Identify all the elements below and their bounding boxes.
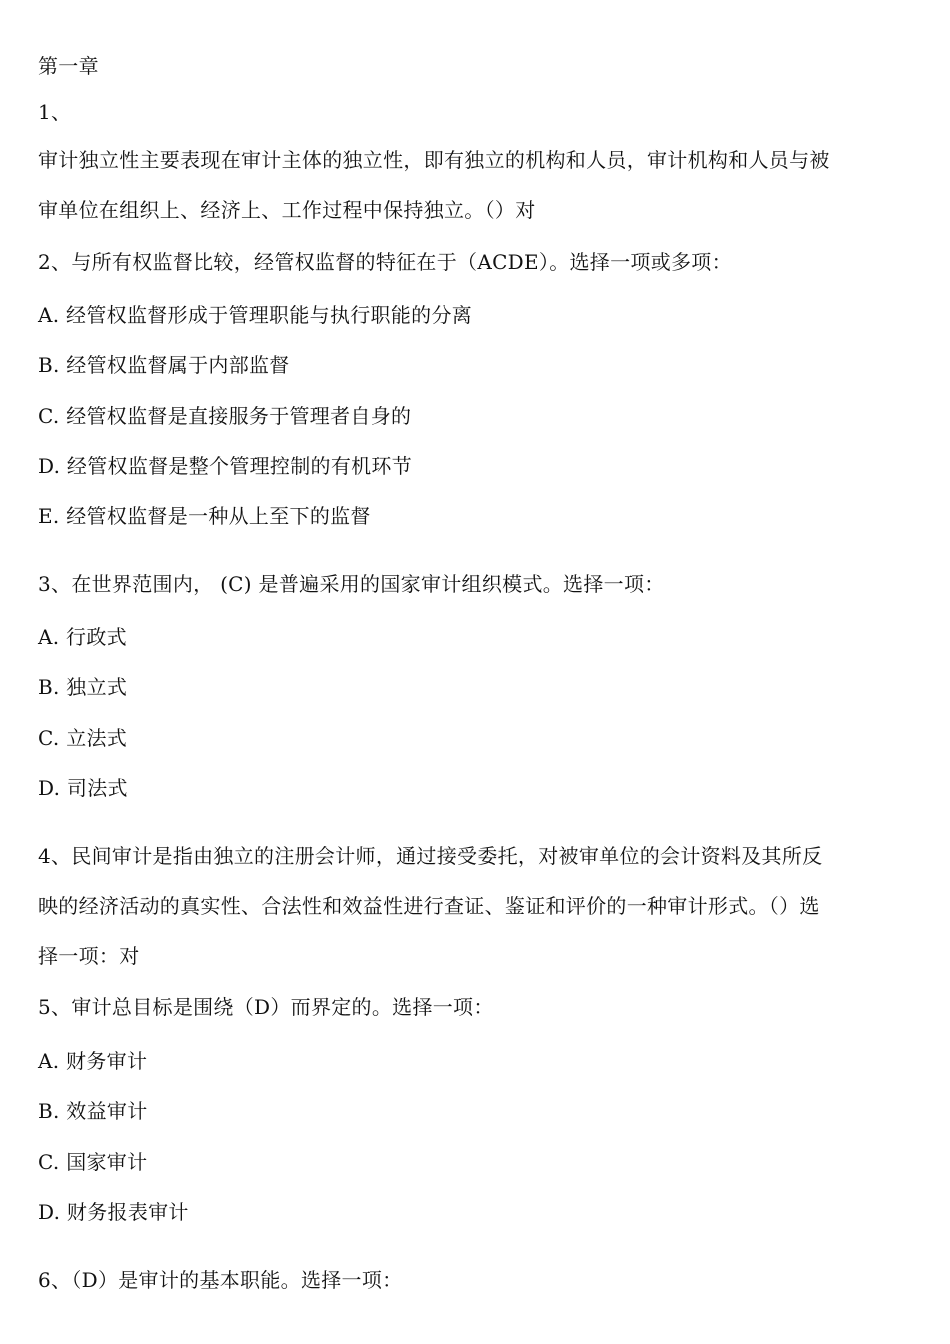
question-2-option-b: B. 经管权监督属于内部监督 <box>38 353 290 377</box>
question-5-option-d: D. 财务报表审计 <box>38 1200 189 1224</box>
question-5-option-a: A. 财务审计 <box>38 1049 148 1073</box>
question-4-text-line-1: 4、民间审计是指由独立的注册会计师，通过接受委托，对被审单位的会计资料及其所反 <box>38 844 823 868</box>
question-2-option-d: D. 经管权监督是整个管理控制的有机环节 <box>38 454 413 478</box>
question-3-option-d: D. 司法式 <box>38 776 128 800</box>
question-2-option-e: E. 经管权监督是一种从上至下的监督 <box>38 504 371 528</box>
question-4-text-line-3: 择一项：对 <box>38 944 140 968</box>
question-3-option-c: C. 立法式 <box>38 726 128 750</box>
question-2-stem: 2、与所有权监督比较，经管权监督的特征在于（ACDE）。选择一项或多项： <box>38 250 732 274</box>
question-3-option-b: B. 独立式 <box>38 675 128 699</box>
question-2-option-a: A. 经管权监督形成于管理职能与执行职能的分离 <box>38 303 473 327</box>
question-6-stem: 6、（D）是审计的基本职能。选择一项： <box>38 1268 403 1292</box>
question-5-option-c: C. 国家审计 <box>38 1150 148 1174</box>
question-1-number: 1、 <box>38 100 72 124</box>
question-3-option-a: A. 行政式 <box>38 625 127 649</box>
question-2-option-c: C. 经管权监督是直接服务于管理者自身的 <box>38 404 412 428</box>
question-5-option-b: B. 效益审计 <box>38 1099 148 1123</box>
question-5-stem: 5、审计总目标是围绕（D）而界定的。选择一项： <box>38 995 494 1019</box>
question-3-stem: 3、在世界范围内， (C) 是普遍采用的国家审计组织模式。选择一项： <box>38 572 665 596</box>
question-4-text-line-2: 映的经济活动的真实性、合法性和效益性进行查证、鉴证和评价的一种审计形式。（）选 <box>38 894 820 918</box>
chapter-heading: 第一章 <box>38 54 99 78</box>
question-1-text-line-2: 审单位在组织上、经济上、工作过程中保持独立。（）对 <box>38 198 536 222</box>
question-1-text-line-1: 审计独立性主要表现在审计主体的独立性，即有独立的机构和人员，审计机构和人员与被 <box>38 148 830 172</box>
